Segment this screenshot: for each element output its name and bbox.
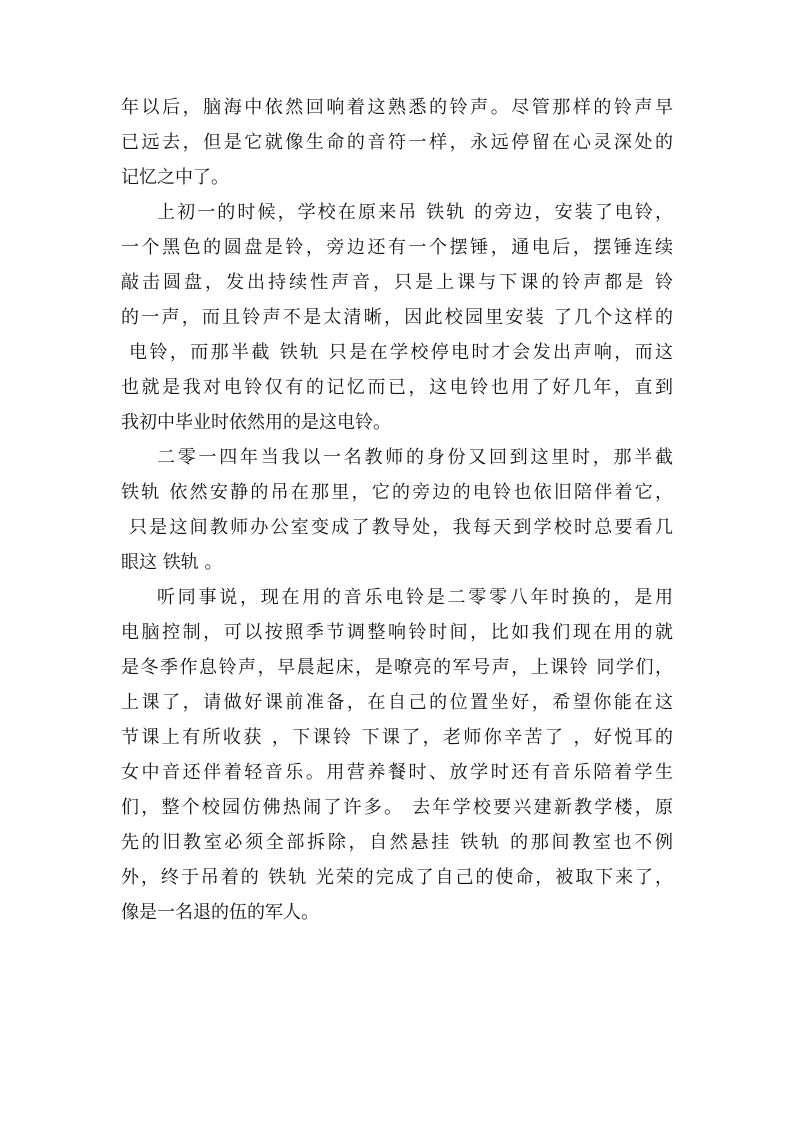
text-line: 也就是我对电铃仅有的记忆而已，这电铃也用了好几年，直到 <box>121 377 673 398</box>
document-body <box>121 90 673 930</box>
text-line: 是冬季作息铃声，早晨起床，是嘹亮的军号声，上课铃 同学们， <box>121 657 673 678</box>
text-line: 敲击圆盘，发出持续性声音，只是上课与下课的铃声都是 铃 <box>121 272 673 293</box>
text-line: 上课了，请做好课前准备，在自己的位置坐好，希望你能在这 <box>121 692 673 713</box>
paragraph <box>121 90 673 195</box>
paragraph <box>121 195 673 440</box>
text-line: 像是一名退的伍的军人。 <box>121 902 319 923</box>
text-line: 上初一的时候，学校在原来吊 铁轨 的旁边，安装了电铃， <box>157 202 673 223</box>
paragraph <box>121 580 673 930</box>
text-line: 节课上有所收获 ，下课铃 下课了，老师你辛苦了 ，好悦耳的 <box>121 727 673 748</box>
text-line: 记忆之中了。 <box>121 167 229 188</box>
text-line: 年以后，脑海中依然回响着这熟悉的铃声。尽管那样的铃声早 <box>121 97 673 118</box>
text-line: 二零一四年当我以一名教师的身份又回到这里时，那半截 <box>157 447 673 468</box>
text-line: 电脑控制，可以按照季节调整响铃时间，比如我们现在用的就 <box>121 622 673 643</box>
paragraph <box>121 440 673 580</box>
text-line: 电铃，而那半截 铁轨 只是在学校停电时才会发出声响，而这 <box>121 342 673 363</box>
text-line: 女中音还伴着轻音乐。用营养餐时、放学时还有音乐陪着学生 <box>121 762 673 783</box>
text-line: 只是这间教师办公室变成了教导处，我每天到学校时总要看几 <box>121 517 673 538</box>
text-line: 一个黑色的圆盘是铃，旁边还有一个摆锤，通电后，摆锤连续 <box>121 237 673 258</box>
text-line: 已远去，但是它就像生命的音符一样，永远停留在心灵深处的 <box>121 132 673 153</box>
text-line: 眼这 铁轨 。 <box>121 552 223 573</box>
text-line: 听同事说，现在用的音乐电铃是二零零八年时换的，是用 <box>157 587 673 608</box>
text-line: 我初中毕业时依然用的是这电铃。 <box>121 412 391 433</box>
text-line: 的一声，而且铃声不是太清晰，因此校园里安装 了几个这样的 <box>121 307 673 328</box>
text-line: 先的旧教室必须全部拆除，自然悬挂 铁轨 的那间教室也不例 <box>121 832 673 853</box>
text-line: 们，整个校园仿佛热闹了许多。 去年学校要兴建新教学楼，原 <box>121 797 673 818</box>
text-line: 外，终于吊着的 铁轨 光荣的完成了自己的使命，被取下来了， <box>121 867 673 888</box>
text-line: 铁轨 依然安静的吊在那里，它的旁边的电铃也依旧陪伴着它， <box>121 482 673 503</box>
